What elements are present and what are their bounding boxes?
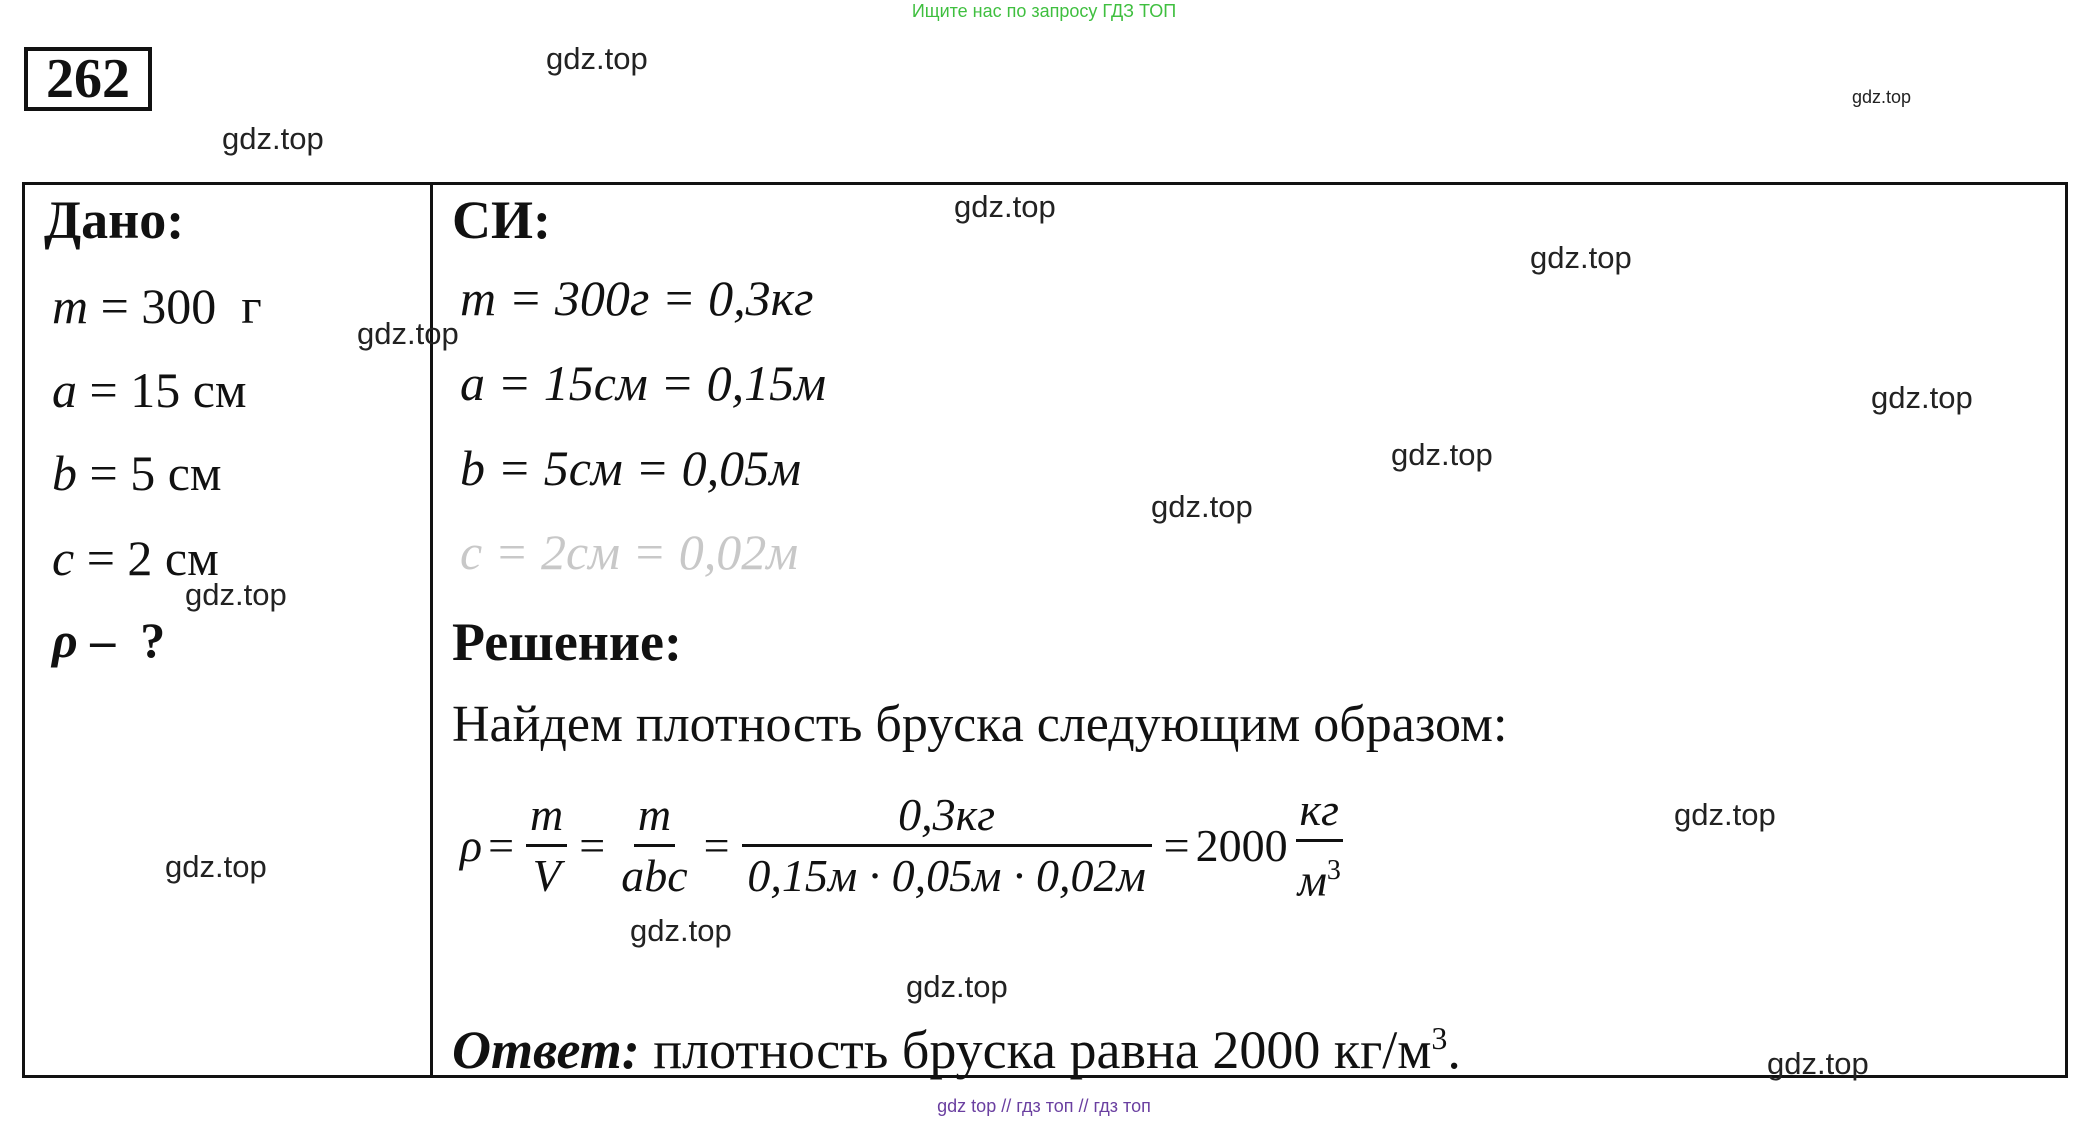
watermark: gdz.top <box>1871 380 1973 415</box>
fraction-denominator: V <box>532 849 561 901</box>
equals-sign: = <box>703 819 730 871</box>
given-value: = 15 см <box>77 362 247 418</box>
given-line-b <box>52 445 222 501</box>
watermark: gdz.top <box>630 913 732 948</box>
unit-numerator: кг <box>1296 785 1343 842</box>
si-value: = 300г = 0,3кг <box>496 270 814 326</box>
si-value: = 5см = 0,05м <box>485 440 801 496</box>
si-value: = 2см = 0,02м <box>482 524 799 580</box>
given-value: = 5 см <box>77 445 222 501</box>
footer-links: gdz top // гдз топ // гдз топ <box>937 1096 1151 1116</box>
watermark: gdz.top <box>954 189 1056 224</box>
watermark: gdz.top <box>906 969 1008 1004</box>
si-line-c <box>460 524 798 580</box>
answer-exponent: 3 <box>1431 1020 1448 1056</box>
formula-result: 2000 <box>1195 819 1288 871</box>
given-var: ρ <box>52 612 78 668</box>
problem-number: 262 <box>24 47 152 111</box>
fraction-denominator: abc <box>621 849 688 901</box>
fraction-numeric <box>742 790 1152 901</box>
watermark: gdz.top <box>222 121 324 156</box>
answer-line <box>452 1008 1461 1080</box>
watermark: gdz.top <box>1151 489 1253 524</box>
watermark: gdz.top <box>165 849 267 884</box>
density-formula <box>460 780 1351 910</box>
top-banner: Ищите нас по запросу ГДЗ ТОП <box>911 1 1177 21</box>
si-var: m <box>460 270 497 326</box>
fraction-numerator: m <box>526 790 567 847</box>
si-value: = 15см = 0,15м <box>485 355 826 411</box>
answer-label: Ответ: <box>452 1020 640 1080</box>
given-value: – ? <box>77 612 166 668</box>
si-line-a <box>460 355 826 411</box>
fraction-numerator: m <box>634 790 675 847</box>
given-var: a <box>52 362 77 418</box>
given-value: = 300 г <box>88 278 262 334</box>
watermark: gdz.top <box>1530 240 1632 275</box>
watermark: gdz.top <box>1674 797 1776 832</box>
given-line-a <box>52 362 247 418</box>
answer-text: плотность бруска равна 2000 кг/м <box>639 1020 1432 1080</box>
fraction-denominator: 0,15м · 0,05м · 0,02м <box>747 849 1146 901</box>
unit-denominator <box>1294 842 1345 905</box>
watermark: gdz.top <box>1767 1046 1869 1081</box>
si-var: c <box>460 524 483 580</box>
fraction-m-over-abc <box>617 790 691 901</box>
given-var: c <box>52 530 75 586</box>
si-line-mass <box>460 270 814 326</box>
given-var: m <box>52 278 89 334</box>
given-heading: Дано: <box>44 190 185 250</box>
equals-sign: = <box>579 819 606 871</box>
si-var: a <box>460 355 485 411</box>
given-var: b <box>52 445 77 501</box>
fraction-numerator: 0,3кг <box>742 790 1152 847</box>
equals-sign: = <box>1163 819 1190 871</box>
fraction-m-over-v <box>526 790 567 901</box>
si-heading: СИ: <box>452 190 551 250</box>
watermark: gdz.top <box>1852 87 1912 107</box>
watermark: gdz.top <box>357 316 459 351</box>
watermark: gdz.top <box>1391 437 1493 472</box>
watermark: gdz.top <box>546 41 648 76</box>
given-line-mass <box>52 278 262 334</box>
answer-end: . <box>1447 1020 1461 1080</box>
si-var: b <box>460 440 485 496</box>
formula-lhs: ρ <box>460 819 483 871</box>
given-line-unknown <box>52 612 165 668</box>
unit-fraction <box>1294 785 1345 905</box>
equals-sign: = <box>488 819 515 871</box>
solution-heading: Решение: <box>452 612 682 672</box>
unit-denominator-base: м <box>1297 854 1327 906</box>
si-line-b <box>460 440 801 496</box>
unit-exponent: 3 <box>1326 854 1341 886</box>
solution-intro: Найдем плотность бруска следующим образом: <box>452 696 1508 753</box>
watermark: gdz.top <box>185 577 287 612</box>
solution-table <box>22 182 2068 1078</box>
given-value: = 2 см <box>74 530 219 586</box>
